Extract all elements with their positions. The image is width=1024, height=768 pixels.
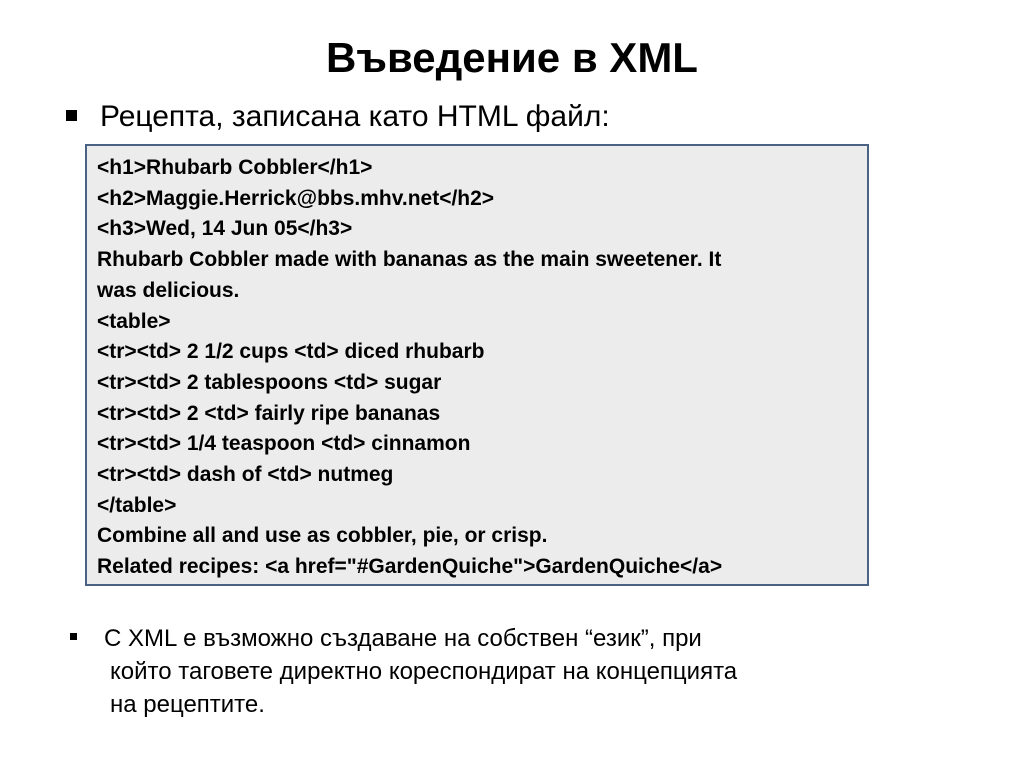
code-line: <tr><td> 2 1/2 cups <td> diced rhubarb (97, 340, 485, 364)
code-line: Rhubarb Cobbler made with bananas as the main sweetener. It (97, 248, 722, 272)
code-line: <tr><td> 2 tablespoons <td> sugar (97, 370, 442, 394)
html-code-box (85, 144, 869, 586)
code-line: Related recipes: <a href="#GardenQuiche">GardenQuiche</a> (97, 555, 723, 579)
bullet-square-icon (66, 110, 77, 121)
code-line: <tr><td> dash of <td> nutmeg (97, 463, 394, 487)
code-line: Combine all and use as cobbler, pie, or crisp. (97, 524, 548, 548)
code-line: <h2>Maggie.Herrick@bbs.mhv.net</h2> (97, 186, 495, 210)
code-line: was delicious. (97, 278, 240, 302)
code-line: <tr><td> 1/4 teaspoon <td> cinnamon (97, 432, 471, 456)
code-line: <tr><td> 2 <td> fairly ripe bananas (97, 401, 441, 425)
code-line: <h1>Rhubarb Cobbler</h1> (97, 156, 373, 179)
bullet-recipe-html-text: Рецепта, записана като HTML файл: (100, 100, 610, 133)
code-line: </table> (97, 493, 177, 517)
bullet-xml-language-line: на рецептите. (110, 691, 265, 718)
code-line: <h3>Wed, 14 Jun 05</h3> (97, 217, 353, 241)
bullet-xml-language-line: който таговете директно кореспондират на концепцията (110, 658, 738, 685)
slide-title: Въведение в XML (326, 34, 698, 81)
bullet-square-icon (70, 633, 77, 640)
bullet-xml-language-line: С XML е възможно създаване на собствен “език”, при (104, 625, 702, 652)
code-line: <table> (97, 309, 171, 333)
